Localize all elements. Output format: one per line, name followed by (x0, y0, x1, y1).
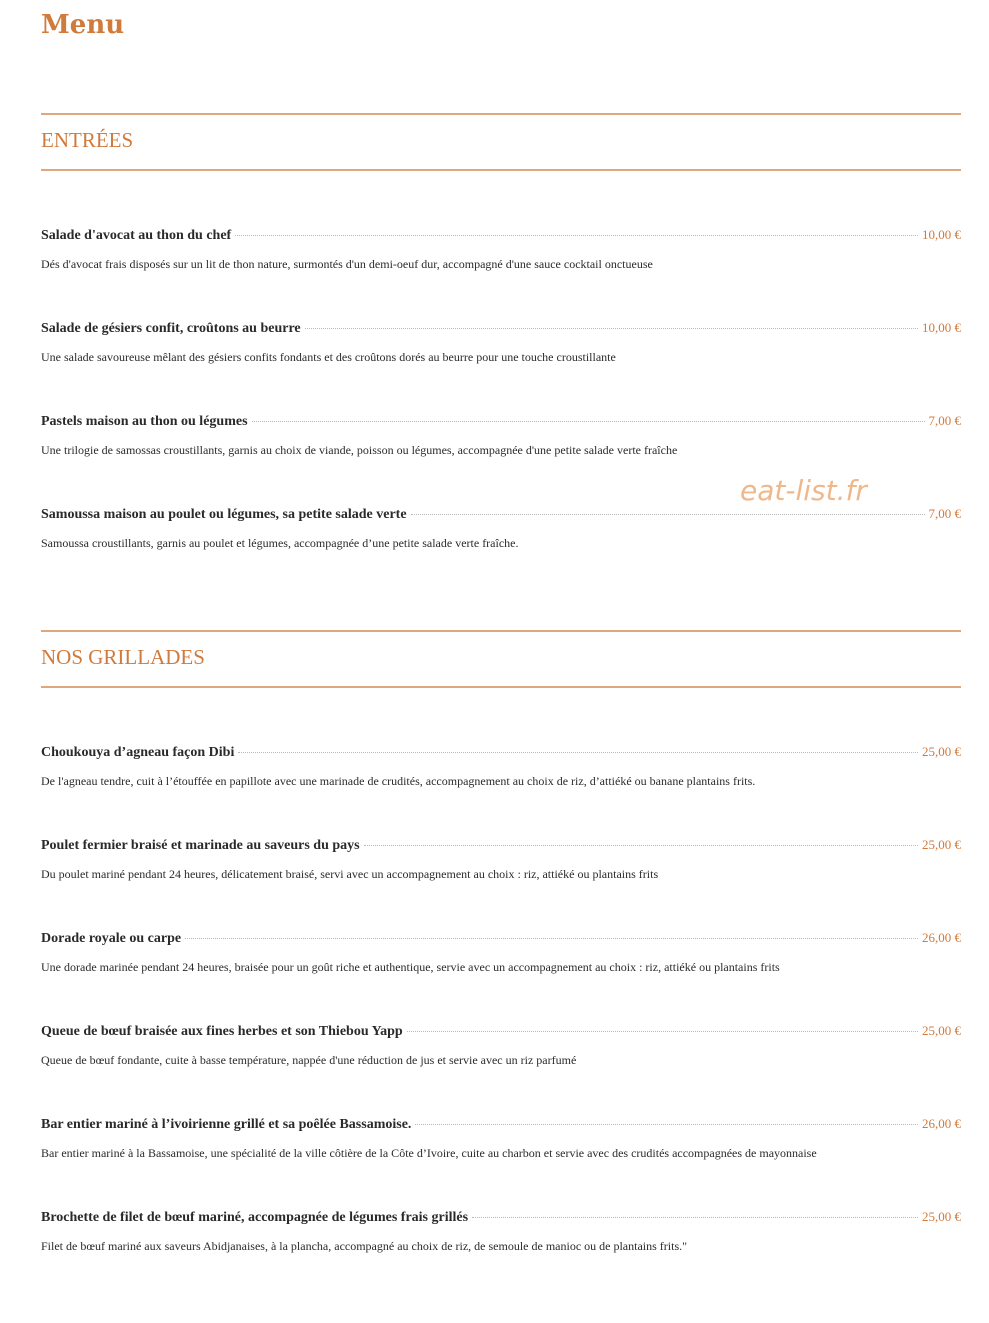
section-title: NOS GRILLADES (41, 645, 205, 669)
page-title: Menu (41, 10, 125, 40)
menu-item (41, 1116, 961, 1161)
dot-leader (305, 327, 918, 329)
item-price: 10,00 € (922, 320, 961, 335)
item-price: 7,00 € (928, 413, 961, 428)
item-description: Dés d'avocat frais disposés sur un lit de thon nature, surmontés d'un demi-oeuf dur, accompagné d'une sauce cocktail onctueuse (41, 257, 653, 271)
dot-leader (407, 1030, 918, 1032)
dot-leader (472, 1216, 918, 1218)
menu-item (41, 506, 961, 551)
item-price: 10,00 € (922, 227, 961, 242)
item-name: Bar entier mariné à l’ivoirienne grillé et sa poêlée Bassamoise. (41, 1117, 412, 1132)
dot-leader (185, 937, 918, 939)
item-price: 25,00 € (922, 1209, 961, 1224)
menu-item (41, 837, 961, 882)
section-title: ENTRÉES (41, 128, 134, 152)
item-name: Pastels maison au thon ou légumes (41, 414, 248, 429)
item-description: Queue de bœuf fondante, cuite à basse température, nappée d'une réduction de jus et servie avec un riz parfumé (41, 1053, 577, 1067)
item-name: Brochette de filet de bœuf mariné, accompagnée de légumes frais grillés (41, 1210, 469, 1225)
section-header-entrees (41, 113, 961, 171)
item-price: 26,00 € (922, 930, 961, 945)
item-description: Bar entier mariné à la Bassamoise, une spécialité de la ville côtière de la Côte d’Ivoire, cuite au charbon et servie avec des crudités accompagnées de mayonnaise (41, 1146, 817, 1160)
item-description: Une salade savoureuse mêlant des gésiers confits fondants et des croûtons dorés au beurre pour une touche croustillante (41, 350, 616, 364)
menu-item (41, 413, 961, 458)
menu-item (41, 320, 961, 365)
item-description: Filet de bœuf mariné aux saveurs Abidjanaises, à la plancha, accompagné au choix de riz, de semoule de manioc ou de plantains frits." (41, 1239, 688, 1253)
dot-leader (252, 420, 925, 422)
item-name: Dorade royale ou carpe (41, 931, 182, 946)
item-name: Salade d'avocat au thon du chef (41, 228, 232, 243)
item-name: Salade de gésiers confit, croûtons au beurre (41, 321, 301, 336)
dot-leader (364, 844, 918, 846)
menu-item (41, 227, 961, 272)
item-description: De l'agneau tendre, cuit à l’étouffée en papillote avec une marinade de crudités, accompagnement au choix de riz, d’attiéké ou banane plantains frits. (41, 774, 756, 788)
item-name: Queue de bœuf braisée aux fines herbes et son Thiebou Yapp (41, 1024, 403, 1039)
item-name: Poulet fermier braisé et marinade au saveurs du pays (41, 838, 360, 853)
item-description: Du poulet mariné pendant 24 heures, délicatement braisé, servi avec un accompagnement au choix : riz, attiéké ou plantains frits (41, 867, 659, 881)
menu-item (41, 744, 961, 789)
item-price: 25,00 € (922, 744, 961, 759)
dot-leader (238, 751, 918, 753)
item-price: 26,00 € (922, 1116, 961, 1131)
item-description: Samoussa croustillants, garnis au poulet et légumes, accompagnée d’une petite salade verte fraîche. (41, 536, 519, 550)
dot-leader (235, 234, 918, 236)
dot-leader (411, 513, 925, 515)
item-description: Une dorade marinée pendant 24 heures, braisée pour un goût riche et authentique, servie avec un accompagnement au choix : riz, attiéké ou plantains frits (41, 960, 780, 974)
item-description: Une trilogie de samossas croustillants, garnis au choix de viande, poisson ou légumes, accompagnée d'une petite salade verte fraîche (41, 443, 678, 457)
item-name: Samoussa maison au poulet ou légumes, sa petite salade verte (41, 507, 407, 522)
section-header-grillades (41, 630, 961, 688)
menu-item (41, 1023, 961, 1068)
item-price: 25,00 € (922, 837, 961, 852)
menu-item (41, 930, 961, 975)
item-price: 25,00 € (922, 1023, 961, 1038)
item-price: 7,00 € (928, 506, 961, 521)
item-name: Choukouya d’agneau façon Dibi (41, 745, 235, 760)
dot-leader (415, 1123, 918, 1125)
watermark: eat-list.fr (740, 474, 867, 507)
menu-item (41, 1209, 961, 1254)
